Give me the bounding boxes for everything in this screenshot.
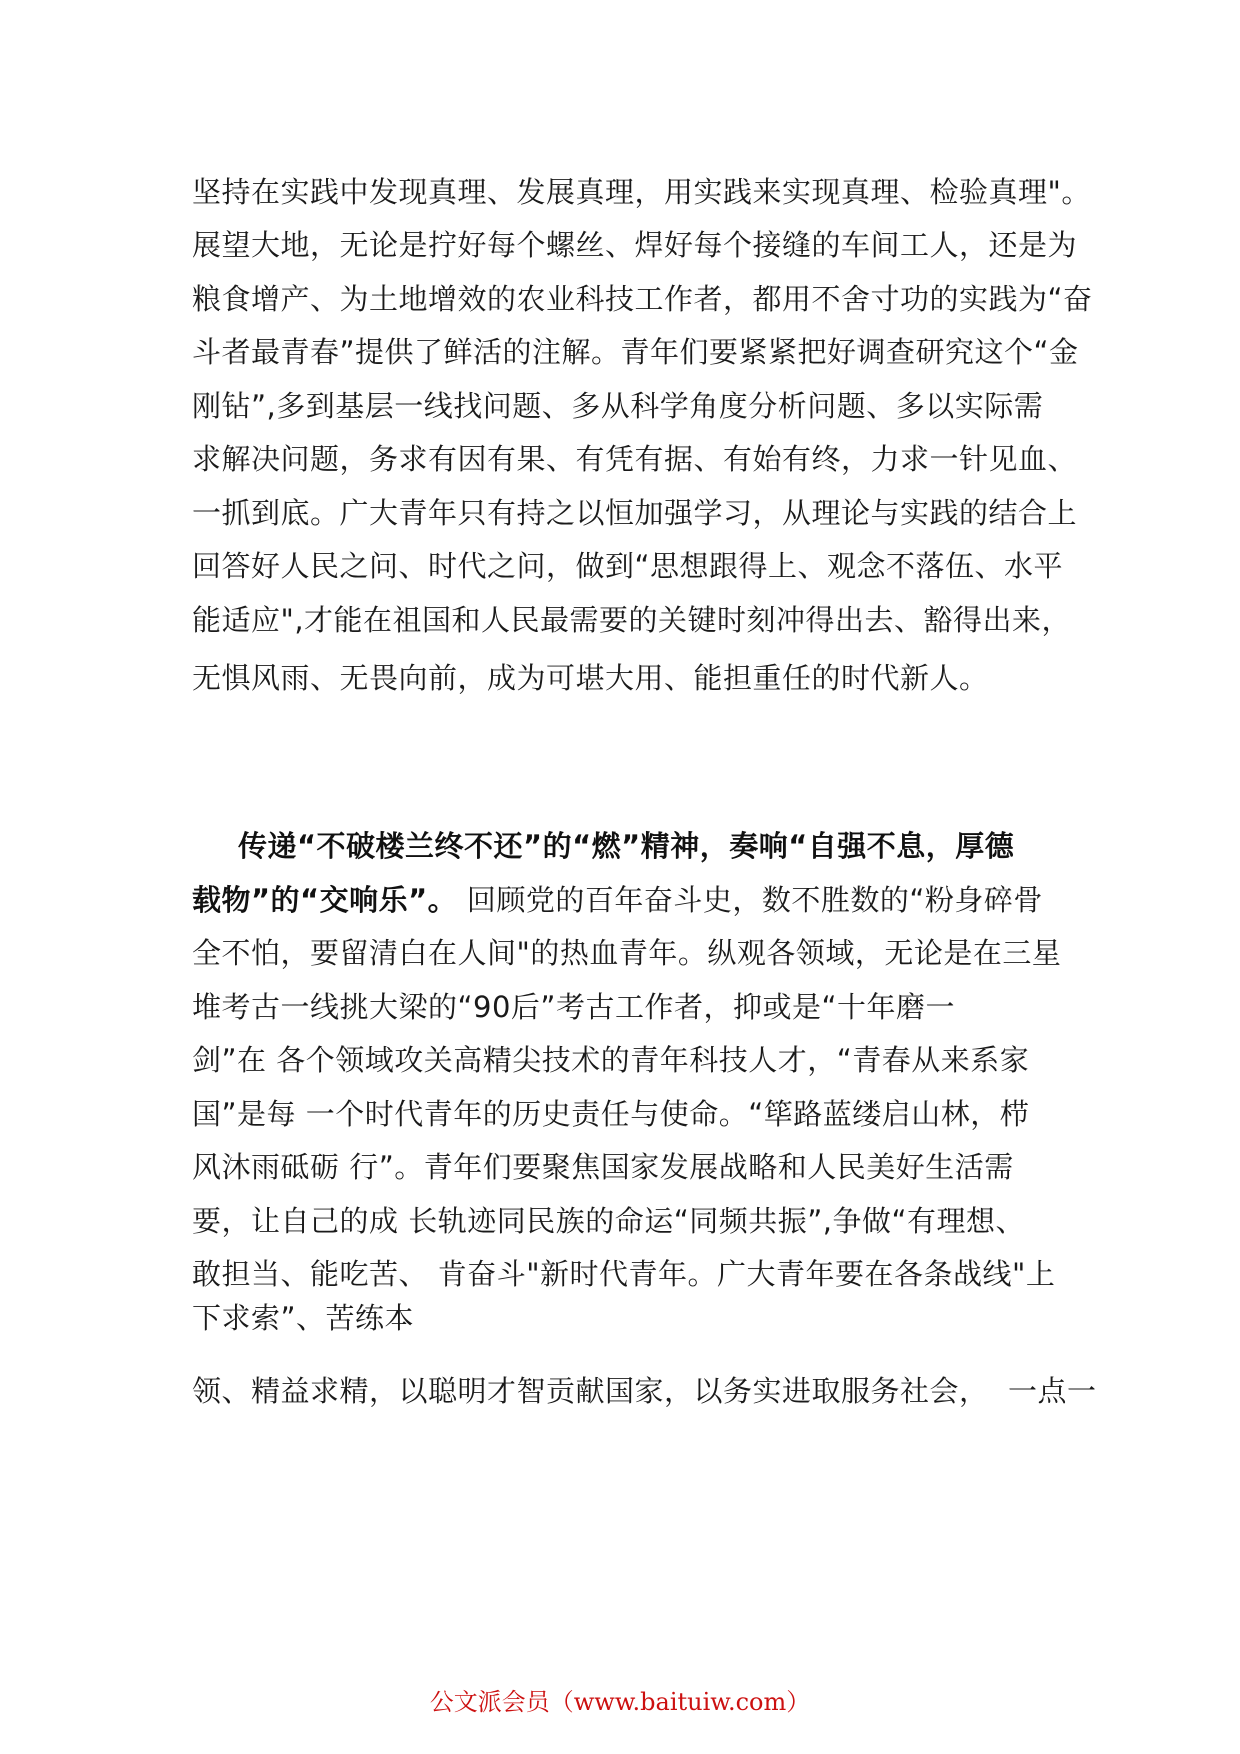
body-text-line: 坚持在实践中发现真理、发展真理，用实践来实现真理、检验真理"。 <box>192 175 1091 209</box>
section-heading-line: 传递“不破楼兰终不还”的“燃”精神，奏响“自强不息，厚德 <box>238 829 1015 863</box>
body-text-line: 斗者最青春”提供了鲜活的注解。青年们要紧紧把好调查研究这个“金 <box>192 335 1079 369</box>
section-heading-bold: 载物”的“交响乐”。 <box>192 883 458 917</box>
body-text-line: 要，让自己的成 长轨迹同民族的命运“同频共振”,争做“有理想、 <box>192 1204 1026 1238</box>
body-text-line: 剑”在 各个领域攻关高精尖技术的青年科技人才，“青春从来系家 <box>192 1043 1030 1077</box>
body-text-line: 堆考古一线挑大梁的“90后”考古工作者，抑或是“十年磨一 <box>192 990 955 1024</box>
body-text-line: 刚钻”,多到基层一线找问题、多从科学角度分析问题、多以实际需 <box>192 389 1044 423</box>
body-text-line: 国”是每 一个时代青年的历史责任与使命。“筚路蓝缕启山林，栉 <box>192 1097 1030 1131</box>
body-text-line: 敢担当、能吃苦、 肯奋斗"新时代青年。广大青年要在各条战线"上 <box>192 1257 1056 1291</box>
body-text-line: 下求索”、苦练本 <box>192 1301 415 1335</box>
body-text-line: 领、精益求精，以聪明才智贡献国家，以务实进取服务社会， 一点一 <box>192 1374 1097 1408</box>
body-text-span: 回顾党的百年奋斗史，数不胜数的“粉身碎骨 <box>457 883 1043 917</box>
body-text-line: 回答好人民之问、时代之问，做到“思想跟得上、观念不落伍、水平 <box>192 549 1064 583</box>
body-text-line: 粮食增产、为土地增效的农业科技工作者，都用不舍寸功的实践为“奋 <box>192 282 1093 316</box>
section-heading-continuation <box>192 880 1043 920</box>
body-text-line: 能适应",才能在祖国和人民最需要的关键时刻冲得出去、豁得出来， <box>192 603 1072 637</box>
body-text-line: 展望大地，无论是拧好每个螺丝、焊好每个接缝的车间工人，还是为 <box>192 228 1078 262</box>
body-text-line: 全不怕，要留清白在人间"的热血青年。纵观各领域，无论是在三星 <box>192 936 1062 970</box>
body-text-line: 一抓到底。广大青年只有持之以恒加强学习，从理论与实践的结合上 <box>192 496 1078 530</box>
footer-watermark: 公文派会员（www.baituiw.com） <box>429 1688 811 1716</box>
body-text-line: 风沐雨砥砺 行”。青年们要聚焦国家发展战略和人民美好生活需 <box>192 1150 1014 1184</box>
body-text-line: 求解决问题，务求有因有果、有凭有据、有始有终，力求一针见血、 <box>192 442 1078 476</box>
body-text-line: 无惧风雨、无畏向前，成为可堪大用、能担重任的时代新人。 <box>192 661 989 695</box>
